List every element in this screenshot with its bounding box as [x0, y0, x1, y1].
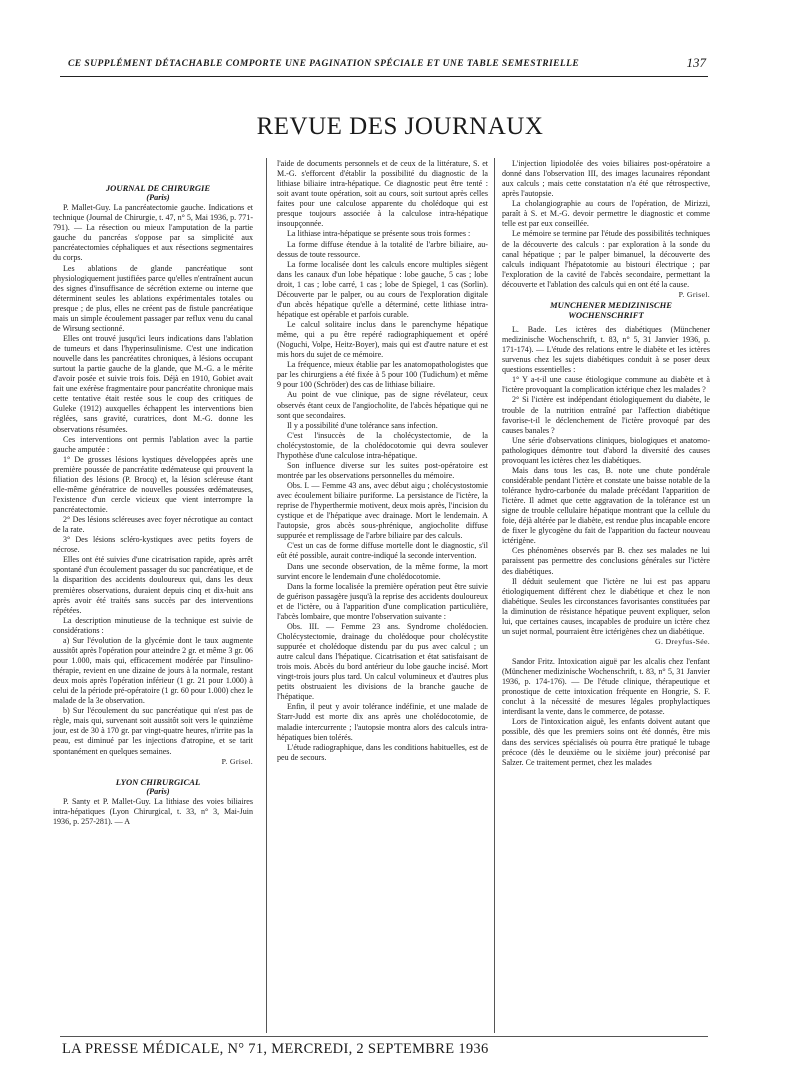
journal-city: (Paris) — [146, 786, 170, 796]
column-3 — [502, 159, 710, 768]
journal-city: (Paris) — [146, 193, 170, 203]
paragraph: 1° De grosses lésions kystiques développées après une première poussée de pancréatite œdémateuse qui prouvent la filiation des lésions (P. Brocq) et, la lésion scléreuse étant elle-même génératrice de nouvelles poussées œdémateuses, l'existence d'un cercle vicieux que vient interrompre la pancréatectomie. — [53, 454, 253, 514]
paragraph: Il y a possibilité d'une tolérance sans infection. — [287, 420, 438, 430]
paragraph: C'est un cas de forme diffuse mortelle dont le diagnostic, s'il eût été possible, aurait contre-indiqué la seconde intervention. — [277, 541, 488, 561]
journal-heading: LYON CHIRURGICAL — [115, 776, 201, 787]
paragraph: Enfin, il peut y avoir tolérance indéfinie, et une malade de Starr-Judd est morte dix ans après une cholédocotomie, de maladie intercurrente ; l'autopsie montra alors des calculs intra-hépatiques bien tolérés. — [277, 702, 488, 742]
paragraph: 2° Si l'ictère est indépendant étiologiquement du diabète, le trouble de la nutrition entraîné par l'affection diabétique favorise-t-il le déclenchement de l'ictère provoqué par des causes banales ? — [502, 395, 710, 435]
paragraph: 2° Des lésions scléreuses avec foyer nécrotique au contact de la rate. — [53, 515, 253, 535]
paragraph: L'étude radiographique, dans les conditions habituelles, est de peu de secours. — [277, 742, 488, 762]
column-divider-2 — [494, 158, 495, 1033]
page-header — [60, 56, 708, 76]
paragraph: Dans la forme localisée la première opération peut être suivie de guérison passagère jusqu'à la reprise des accidents douloureux et de l'ictère, ou à l'apparition d'une complication particulière, l'abcès lombaire, que montre l'observation suivante : — [277, 581, 488, 621]
paragraph: La cholangiographie au cours de l'opération, de Mirizzi, paraît à S. et M.-G. devoir permettre le diagnostic et comme telle est par eux conseillée. — [502, 199, 710, 229]
paragraph: l'aide de documents personnels et de ceux de la littérature, S. et M.-G. s'efforcent d'établir la possibilité du diagnostic de la lithiase biliaire intra-hépatique. Ce diagnostic peut être tenté : soit avant toute opération, soit au cours, soit surtout après celles faites pour une calculose apparente du cholédoque qui est presque toujours associée à la calculose intra-hépatique insoupçonnée. — [277, 159, 488, 229]
paragraph: Les ablations de glande pancréatique sont physiologiquement justifiées parce qu'elles n'entraînent aucun des signes d'insuffisance de sécrétion externe ou interne que déterminent seules les ablations expérimentales totales ou presque ; de plus, elles ne créent pas de fistule pancréatique mais un simple écoulement passager par reflux venu du canal de Wirsung sectionné. — [53, 263, 253, 333]
page-number: 137 — [686, 55, 706, 70]
page-footer: LA PRESSE MÉDICALE, N° 71, MERCREDI, 2 SEPTEMBRE 1936 — [62, 1041, 489, 1057]
paragraph: Ces interventions ont permis l'ablation avec la partie gauche amputée : — [53, 434, 253, 454]
paragraph: b) Sur l'écoulement du suc pancréatique qui n'est pas de règle, mais qui, survenant soit aussitôt soit vers le quinzième jour, est de 30 à 170 gr. par vingt-quatre heures, n'irrite pas la peau, est diminué par les injections d'atropine, et se tarit spontanément en quelques semaines. — [53, 706, 253, 756]
paragraph: Obs. I. — Femme 43 ans, avec début aigu ; cholécystostomie avec écoulement biliaire puriforme. La persistance de l'ictère, la reprise de l'hyperthermie motivent, deux mois après, l'incision du cystique et de l'hépatique avec drainage. Mort le lendemain. A l'autopsie, gros abcès sous-phrénique, angiocholite diffuse suppurée et remplissage de l'arbre biliaire par des calculs. — [277, 481, 488, 541]
paragraph: Le mémoire se termine par l'étude des possibilités techniques de la découverte des calculs : par exploration à la sonde du canal hépatique ; par le palper bimanuel, la découverte des calculs indiquant l'hépatotomie au bistouri électrique ; par l'exploration de la cavité de l'abcès secondaire, permettant la découverte et l'ablation des calculs qui en ont été la cause. — [502, 229, 710, 289]
section-gap — [502, 647, 710, 657]
paragraph: Elles ont trouvé jusqu'ici leurs indications dans l'ablation de tumeurs et dans l'hyperinsulinisme. C'est une indication nouvelle dans les pancréatites chroniques, à lésions occupant surtout la partie gauche de la glande, que M.-G. a le mérite d'avoir posée et suivie trois fois. Déjà en 1910, Gobiet avait fait une exérèse fragmentaire pour pancréatite chronique mais cette tentative était restée sous le coup des critiques de Guleke (1912) auxquelles échappent les interventions bien réglées, sans gravité, curatrices, dont M.-G. donne les observations résumées. — [53, 333, 253, 434]
paragraph: Une série d'observations cliniques, biologiques et anatomo-pathologiques démontre tout d'abord la diversité des causes provoquant les ictères chez les diabétiques. — [502, 435, 710, 465]
article-head: P. Santy et P. Mallet-Guy. La lithiase des voies biliaires intra-hépatiques (Lyon Chirurgical, t. 33, n° 3, Mai-Juin 1936, p. 257-281). — A — [53, 796, 253, 826]
page-title: REVUE DES JOURNAUX — [256, 113, 544, 140]
paragraph: Il déduit seulement que l'ictère ne lui est pas apparu étiologiquement différent chez le diabétique et chez le non diabétique. Seules les circonstances favorisantes constituées par la diminution de résistance hépatique peuvent expliquer, selon lui, que certaines causes, incapables de produire un ictère chez un sujet normal, pourraient être ictérigènes chez un diabétique. — [502, 576, 710, 636]
article-head: L. Bade. Les ictères des diabétiques (Münchener medizinische Wochenschrift, t. 83, n° 5, 31 Janvier 1936, p. 171-174). — L'étude des relations entre le diabète et les ictères survenus chez les sujets diabétiques conduit à se poser deux questions essentielles : — [502, 325, 710, 375]
author-signature: P. Grisel. — [678, 289, 710, 299]
section-gap — [53, 767, 253, 777]
column-2 — [277, 159, 488, 763]
footer-rule — [60, 1036, 708, 1037]
column-1 — [53, 183, 253, 827]
paragraph: Son influence diverse sur les suites post-opératoire est montrée par les observations personnelles du mémoire. — [277, 460, 488, 480]
paragraph: La fréquence, mieux établie par les anatomopathologistes que par les chirurgiens a été fixée à 5 pour 100 (Tudichum) et même 9 pour 100 (Schröder) des cas de lithiase biliaire. — [277, 360, 488, 390]
article-head: P. Mallet-Guy. La pancréatectomie gauche. Indications et technique (Journal de Chirurgie, t. 47, n° 5, Mai 1936, p. 771-791). — La résection ou mieux l'amputation de la partie gauche du pancréas s'oppose par sa simplicité aux pancréatectomies céphaliques et aux résections segmentaires du corps. — [53, 203, 253, 263]
paragraph: Obs. III. — Femme 23 ans. Syndrome cholédocien. Cholécystectomie, drainage du cholédoque pour cholécystite suppurée et cholédoque distendu par du pus avec calcul ; un autre calcul dans l'hépatique. Cicatrisation et état satisfaisant de trois mois. Abcès du bord antérieur du lobe gauche incisé. Mort vingt-trois jours plus tard. Un calcul volumineux et d'autres plus petits obstruaient les divisions de la branche gauche de l'hépatique. — [277, 621, 488, 702]
column-divider-1 — [266, 158, 267, 1033]
paragraph: L'injection lipiodolée des voies biliaires post-opératoire a donné dans l'observation III, des images lacunaires répondant aux calculs ; mais cette constatation n'a été que rétrospective, après l'autopsie. — [502, 159, 710, 199]
paragraph: Au point de vue clinique, pas de signe révélateur, ceux observés étant ceux de l'angiocholite, de l'abcès hépatique qui ne sont que secondaires. — [277, 390, 488, 420]
paragraph: C'est l'insuccès de la cholécystectomie, de la cholécystostomie, de la cholédocotomie qui devra soulever l'hypothèse d'une calculose intra-hépatique. — [277, 430, 488, 460]
journal-heading: JOURNAL DE CHIRURGIE — [105, 183, 211, 193]
paragraph: Ces phénomènes observés par B. chez ses malades ne lui paraissent pas permettre des conclusions générales sur l'ictère des diabétiques. — [502, 546, 710, 576]
supplement-notice: CE SUPPLÉMENT DÉTACHABLE COMPORTE UNE PAGINATION SPÉCIALE ET UNE TABLE SEMESTRIELLE — [68, 59, 580, 69]
paragraph: La forme diffuse étendue à la totalité de l'arbre biliaire, au-dessus de toute ressource. — [277, 239, 488, 259]
paragraph: Le calcul solitaire inclus dans le parenchyme hépatique même, qui a pu être repéré radiographiquement et opéré (Noguchi, Volpe, Heitz-Boyer), mais qui est d'autre nature et est mis hors du sujet de ce mémoire. — [277, 320, 488, 360]
paragraph: La description minutieuse de la technique est suivie de considérations : — [53, 615, 253, 635]
paragraph: Dans une seconde observation, de la même forme, la mort survint encore le lendemain d'une cholédocotomie. — [277, 561, 488, 581]
paragraph: La lithiase intra-hépatique se présente sous trois formes : — [287, 229, 471, 239]
header-rule — [60, 76, 708, 77]
paragraph: Lors de l'intoxication aiguë, les enfants doivent autant que possible, dès que les premiers soins ont été donnés, être mis dans des services spécialisés où pourra être pratiqué le tubage précoce (dès le deuxième ou le sixième jour) préconisé par Salzer. Ce traitement permet, chez les malades — [502, 717, 710, 767]
author-signature: P. Grisel. — [221, 756, 253, 766]
paragraph: Elles ont été suivies d'une cicatrisation rapide, après arrêt spontané d'un écoulement passager du suc pancréatique, et de la disparition des accidents douloureux qui, dans les deux premières observations, duraient depuis cinq et dix-huit ans après avoir été traités sans succès par des interventions répétées. — [53, 555, 253, 615]
journal-heading: MUNCHENER MEDIZINISCHE WOCHENSCHRIFT — [549, 299, 673, 320]
paragraph: La forme localisée dont les calculs encore multiples siègent dans les canaux d'un lobe hépatique : lobe gauche, 5 cas ; lobe droit, 1 cas ; lobe carré, 1 cas ; lobe de Spiegel, 1 cas (Sorlin). Découverte par le palper, ou au cours de l'exploration digitale d'un abcès hépatique qu'elle a déterminé, cette lithiase intra-hépatique est opérable et parfois curable. — [277, 259, 488, 319]
paragraph: 1° Y a-t-il une cause étiologique commune au diabète et à l'ictère provoquant la complication ictérique chez les malades ? — [502, 375, 710, 395]
paragraph: 3° Des lésions scléro-kystiques avec petits foyers de nécrose. — [53, 535, 253, 555]
paragraph: a) Sur l'évolution de la glycémie dont le taux augmente aussitôt après l'opération pour atteindre 2 gr. et même 3 gr. 06 pour 1.000, mais qui, efficacement modérée par l'insulino-thérapie, revient en une dizaine de jours à la normale, restant deux mois après l'opération inférieur (1 gr. 21 pour 1.000) à celui de la période pré-opératoire (1 gr. 60 pour 1.000) chez le malade de la 3e observation. — [53, 635, 253, 706]
article-head: Sandor Fritz. Intoxication aiguë par les alcalis chez l'enfant (Münchener medizinische Wochenschrift, t. 83, n° 5, 31 Janvier 1936, p. 174-176). — De l'étude clinique, thérapeutique et pronostique de cette intoxication fréquente en Hongrie, S. F. conclut à la nécessité de mesures légales prophylactiques interdisant la vente, dans le commerce, de potasse. — [502, 657, 710, 717]
paragraph: Mais dans tous les cas, B. note une chute pondérale considérable pendant l'ictère et constate une baisse notable de la tolérance hydro-carbonée du malade précédant l'apparition de l'ictère. Il admet que cette aggravation de la tolérance est un signe de trouble cellulaire hépatique montrant que la cellule du foie, déjà altérée par le diabète, est rendue plus incapable encore de fixer le glycogène du fait de l'apparition du facteur nouveau ictérigène. — [502, 465, 710, 546]
author-signature: G. Dreyfus-Sée. — [655, 636, 710, 646]
